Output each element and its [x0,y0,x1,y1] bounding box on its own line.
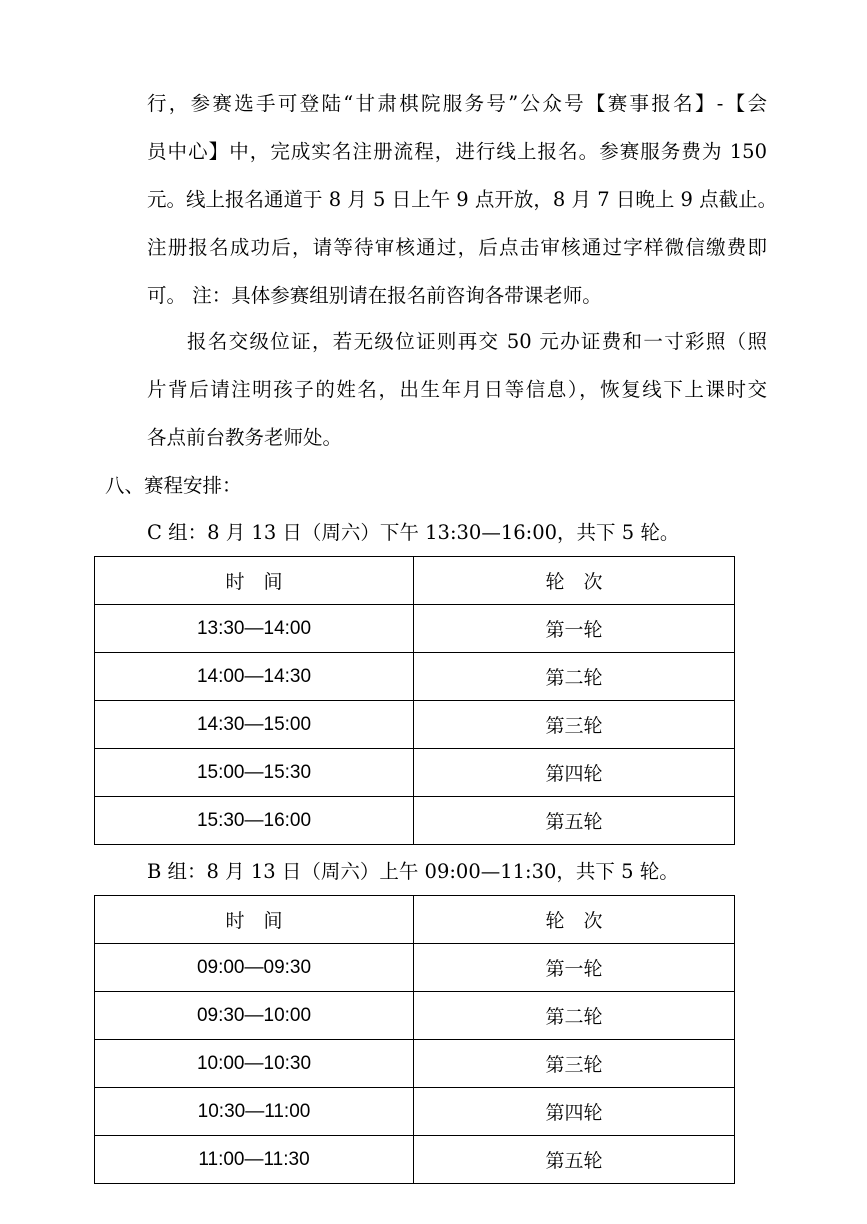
time-cell: 13:30—14:00 [95,605,414,653]
round-cell: 第一轮 [414,605,735,653]
time-cell: 15:30—16:00 [95,797,414,845]
round-cell: 第一轮 [414,944,735,992]
table-header-row [95,896,735,944]
group-c-caption: C 组：8 月 13 日（周六）下午 13:30—16:00，共下 5 轮。 [147,521,680,544]
section-heading: 八、赛程安排： [105,474,242,497]
table-row [95,1088,735,1136]
table-row [95,1136,735,1184]
table-row [95,605,735,653]
group-b-caption: B 组：8 月 13 日（周六）上午 09:00—11:30，共下 5 轮。 [147,860,679,883]
time-cell: 09:00—09:30 [95,944,414,992]
group-c-schedule-table [94,556,735,845]
time-cell: 14:00—14:30 [95,653,414,701]
registration-paragraph-line: 员中心】中，完成实名注册流程，进行线上报名。参赛服务费为 150 [147,140,767,163]
registration-paragraph-line: 行，参赛选手可登陆“甘肃棋院服务号”公众号【赛事报名】-【会 [147,92,767,115]
time-cell: 14:30—15:00 [95,701,414,749]
round-cell: 第三轮 [414,1040,735,1088]
table-row [95,1040,735,1088]
table-row [95,701,735,749]
time-column-header: 时 间 [95,896,414,944]
certificate-paragraph-line: 各点前台教务老师处。 [147,426,343,449]
time-cell: 11:00—11:30 [95,1136,414,1184]
certificate-paragraph-line: 报名交级位证，若无级位证则再交 50 元办证费和一寸彩照（照 [187,330,767,353]
registration-note-line: 可。 注：具体参赛组别请在报名前咨询各带课老师。 [147,284,602,307]
table-row [95,992,735,1040]
round-cell: 第五轮 [414,1136,735,1184]
time-cell: 15:00—15:30 [95,749,414,797]
time-cell: 09:30—10:00 [95,992,414,1040]
table-row [95,749,735,797]
group-b-schedule-table [94,895,735,1184]
round-cell: 第四轮 [414,749,735,797]
round-cell: 第二轮 [414,653,735,701]
round-cell: 第四轮 [414,1088,735,1136]
table-row [95,653,735,701]
registration-paragraph-line: 注册报名成功后，请等待审核通过，后点击审核通过字样微信缴费即 [147,236,767,259]
round-column-header: 轮 次 [414,896,735,944]
round-column-header: 轮 次 [414,557,735,605]
time-column-header: 时 间 [95,557,414,605]
round-cell: 第三轮 [414,701,735,749]
certificate-paragraph-line: 片背后请注明孩子的姓名，出生年月日等信息），恢复线下上课时交 [147,378,767,401]
time-cell: 10:30—11:00 [95,1088,414,1136]
round-cell: 第五轮 [414,797,735,845]
round-cell: 第二轮 [414,992,735,1040]
registration-paragraph-line: 元。线上报名通道于 8 月 5 日上午 9 点开放，8 月 7 日晚上 9 点截止。 [147,188,778,211]
time-cell: 10:00—10:30 [95,1040,414,1088]
table-row [95,797,735,845]
table-header-row [95,557,735,605]
table-row [95,944,735,992]
